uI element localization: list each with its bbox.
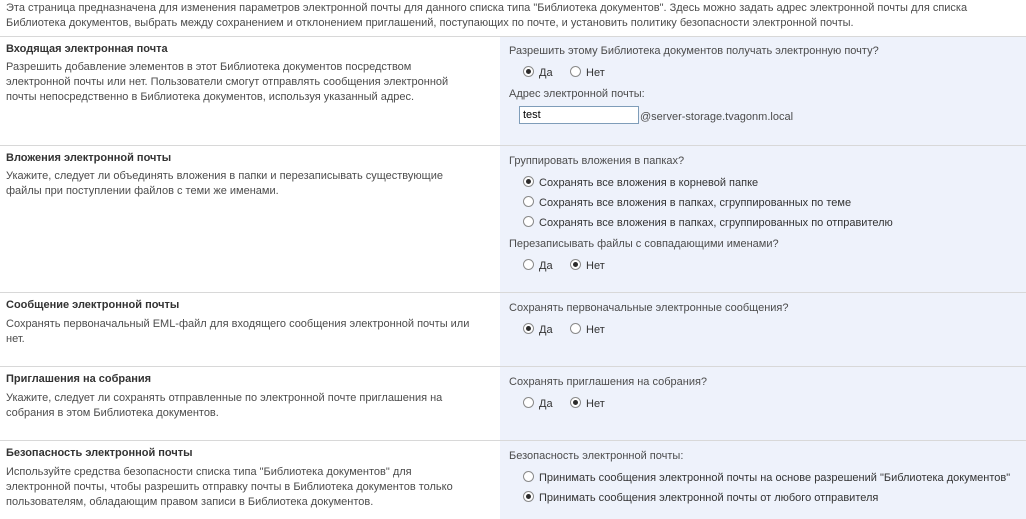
allow-email-no-radio[interactable] <box>570 66 605 79</box>
radio-button-checked-icon <box>570 259 581 270</box>
email-security-section <box>0 440 1026 519</box>
security-by-permissions-radio[interactable] <box>523 471 1010 484</box>
radio-button-icon <box>523 216 534 227</box>
option-label: Да <box>539 324 553 336</box>
allow-email-yes-radio[interactable] <box>523 66 553 79</box>
save-original-yes-radio[interactable] <box>523 323 553 336</box>
option-label: Нет <box>586 260 605 272</box>
save-meetings-yes-radio[interactable] <box>523 397 553 410</box>
option-label: Сохранять все вложения в папках, сгруппированных по отправителю <box>539 217 893 229</box>
overwrite-no-radio[interactable] <box>570 259 605 272</box>
radio-button-checked-icon <box>523 491 534 502</box>
group-by-subject-radio[interactable] <box>523 196 851 209</box>
option-label: Нет <box>586 67 605 79</box>
option-label: Сохранять все вложения в папках, сгруппированных по теме <box>539 197 852 209</box>
option-label: Сохранять все вложения в корневой папке <box>539 177 759 189</box>
option-label: Принимать сообщения электронной почты на основе разрешений "Библиотека документов" <box>539 472 1011 484</box>
email-security-question: Безопасность электронной почты: <box>509 450 684 462</box>
radio-button-icon <box>570 66 581 77</box>
section-title: Сообщение электронной почты <box>6 299 180 311</box>
option-label: Нет <box>586 398 605 410</box>
section-description: Используйте средства безопасности списка типа "Библиотека документов" для электронной почты, чтобы разрешить отправку почты в Библиотека документов только пользователям, обладающим правом записи в Библиотека документов. <box>6 466 453 508</box>
radio-button-checked-icon <box>523 66 534 77</box>
section-title: Вложения электронной почты <box>6 152 172 164</box>
section-title: Безопасность электронной почты <box>6 447 193 459</box>
option-label: Принимать сообщения электронной почты от любого отправителя <box>539 492 879 504</box>
email-attachments-section <box>0 145 1026 293</box>
radio-button-checked-icon <box>570 397 581 408</box>
group-root-folder-radio[interactable] <box>523 176 758 189</box>
section-description: Сохранять первоначальный EML-файл для входящего сообщения электронной почты или нет. <box>6 318 470 345</box>
section-description: Укажите, следует ли сохранять отправленные по электронной почте приглашения на собрания в этом Библиотека документов. <box>6 392 443 419</box>
meeting-invitations-section <box>0 366 1026 441</box>
overwrite-yes-radio[interactable] <box>523 259 553 272</box>
radio-button-icon <box>570 323 581 334</box>
radio-button-icon <box>523 259 534 270</box>
radio-button-icon <box>523 471 534 482</box>
email-address-input[interactable] <box>519 106 639 124</box>
allow-email-question: Разрешить этому Библиотека документов получать электронную почту? <box>509 45 879 57</box>
page-description: Эта страница предназначена для изменения параметров электронной почты для данного списка типа "Библиотека документов". Здесь можно задать адрес электронной почты для списка Библиотека документов, выбрать между сохранением и отклонением приглашений, поступающих по почте, и установить политику безопасности электронной почты. <box>6 2 968 29</box>
radio-button-checked-icon <box>523 176 534 187</box>
section-description: Разрешить добавление элементов в этот Библиотека документов посредством электронной почты или нет. Пользователи смогут отправлять сообщения электронной почты непосредственно в Библиотека документов, используя указанный адрес. <box>6 61 449 103</box>
group-by-sender-radio[interactable] <box>523 216 893 229</box>
save-original-question: Сохранять первоначальные электронные сообщения? <box>509 302 789 314</box>
save-original-no-radio[interactable] <box>570 323 605 336</box>
incoming-email-section <box>0 36 1026 146</box>
option-label: Нет <box>586 324 605 336</box>
radio-button-checked-icon <box>523 323 534 334</box>
section-description: Укажите, следует ли объединять вложения в папки и перезаписывать существующие файлы при поступлении файлов с теми же именами. <box>6 170 443 197</box>
security-any-sender-radio[interactable] <box>523 491 878 504</box>
section-title: Входящая электронная почта <box>6 43 168 55</box>
email-address-label: Адрес электронной почты: <box>509 88 645 100</box>
group-attachments-question: Группировать вложения в папках? <box>509 155 685 167</box>
radio-button-icon <box>523 196 534 207</box>
save-meetings-question: Сохранять приглашения на собрания? <box>509 376 708 388</box>
option-label: Да <box>539 398 553 410</box>
overwrite-files-question: Перезаписывать файлы с совпадающими именами? <box>509 238 779 250</box>
option-label: Да <box>539 260 553 272</box>
radio-button-icon <box>523 397 534 408</box>
section-title: Приглашения на собрания <box>6 373 152 385</box>
email-message-section <box>0 292 1026 367</box>
email-domain-suffix: @server-storage.tvagonm.local <box>640 111 794 123</box>
option-label: Да <box>539 67 553 79</box>
save-meetings-no-radio[interactable] <box>570 397 605 410</box>
